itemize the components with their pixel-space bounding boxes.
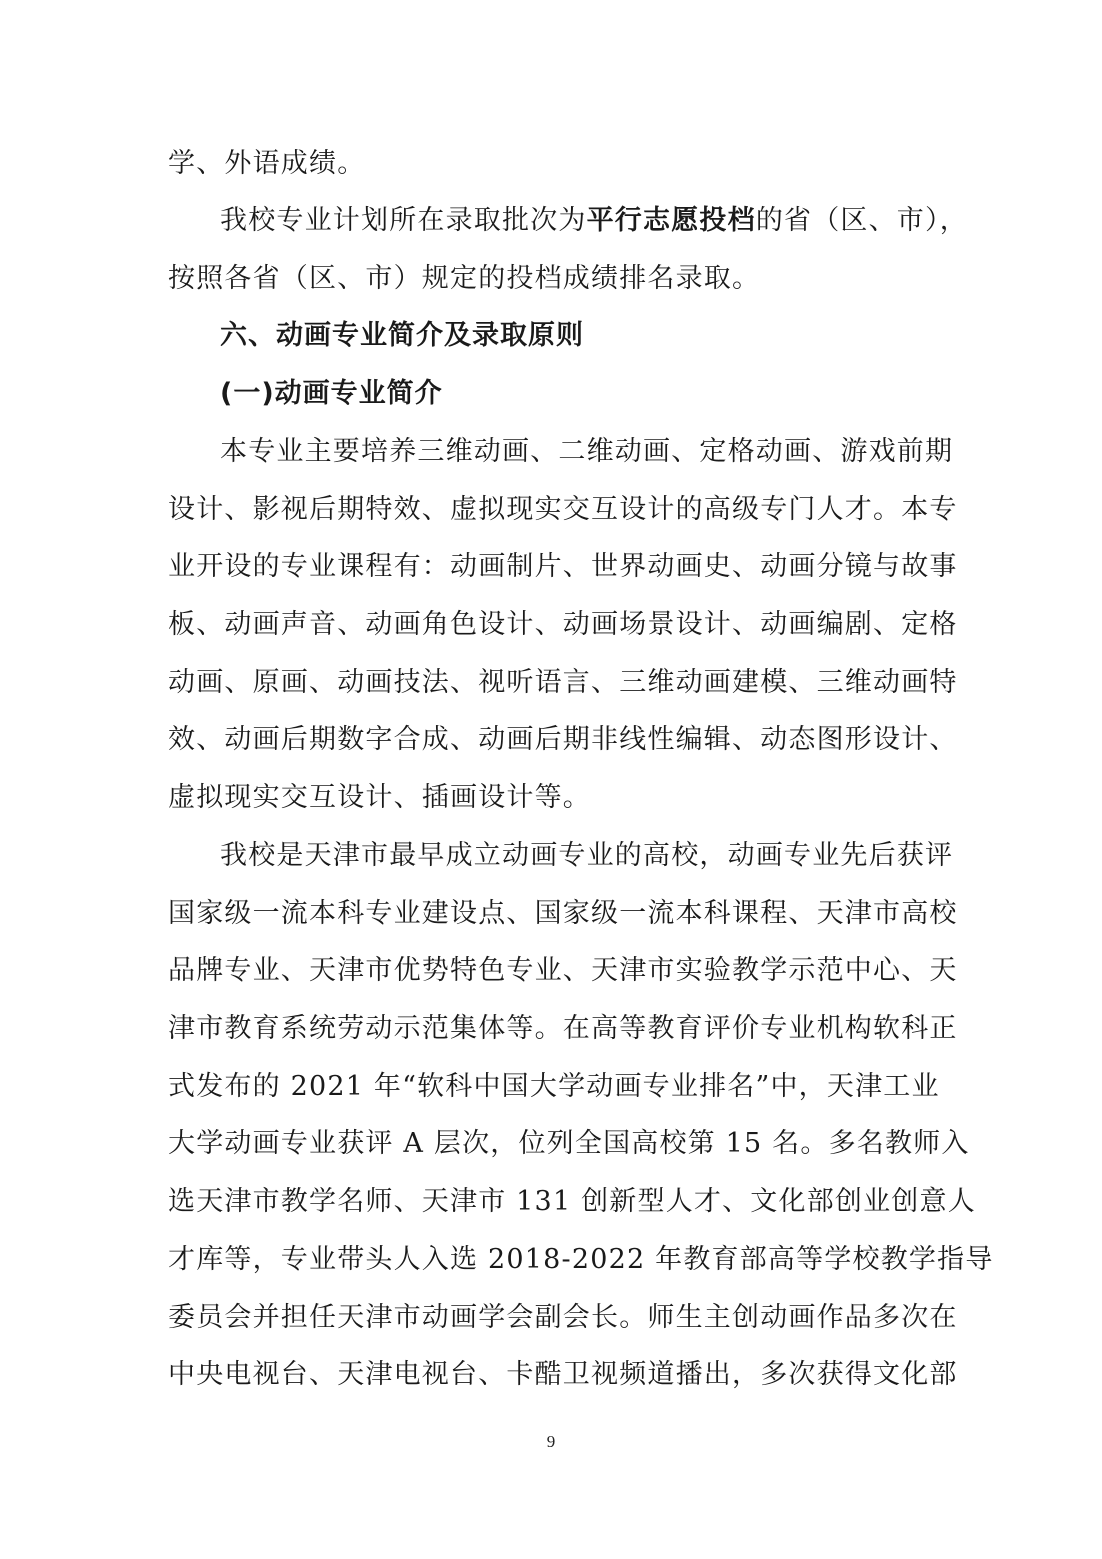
paragraph-line: 虚拟现实交互设计、插画设计等。 [168, 782, 591, 813]
paragraph-line: 效、动画后期数字合成、动画后期非线性编辑、动态图形设计、 [168, 724, 958, 755]
paragraph-line: 动画、原画、动画技法、视听语言、三维动画建模、三维动画特 [168, 667, 958, 698]
paragraph-line: 才库等，专业带头人入选 2018-2022 年教育部高等学校教学指导 [168, 1244, 994, 1275]
paragraph-line: 国家级一流本科专业建设点、国家级一流本科课程、天津市高校 [168, 898, 958, 929]
paragraph-line: 板、动画声音、动画角色设计、动画场景设计、动画编剧、定格 [168, 609, 958, 640]
bold-emphasis: 平行志愿投档 [586, 205, 756, 236]
paragraph-line: 大学动画专业获评 A 层次，位列全国高校第 15 名。多名教师入 [168, 1128, 970, 1159]
paragraph-line: 设计、影视后期特效、虚拟现实交互设计的高级专门人才。本专 [168, 494, 958, 525]
section-heading: 六、动画专业简介及录取原则 [220, 320, 584, 351]
subsection-heading: (一)动画专业简介 [220, 378, 443, 409]
paragraph-line: 选天津市教学名师、天津市 131 创新型人才、文化部创业创意人 [168, 1186, 976, 1217]
text: 我校专业计划所在录取批次为 [220, 205, 587, 236]
paragraph-line: 本专业主要培养三维动画、二维动画、定格动画、游戏前期 [220, 436, 954, 467]
paragraph-line: 我校是天津市最早成立动画专业的高校，动画专业先后获评 [220, 840, 954, 871]
paragraph-line: 津市教育系统劳动示范集体等。在高等教育评价专业机构软科正 [168, 1013, 958, 1044]
text: 的省（区、市）， [755, 205, 968, 236]
page-number: 9 [546, 1432, 556, 1451]
paragraph-parallel-line-2: 按照各省（区、市）规定的投档成绩排名录取。 [168, 263, 761, 294]
paragraph-parallel-line-1 [220, 203, 968, 239]
paragraph-line: 委员会并担任天津市动画学会副会长。师生主创动画作品多次在 [168, 1302, 958, 1333]
paragraph-line: 学、外语成绩。 [168, 148, 366, 179]
paragraph-line: 品牌专业、天津市优势特色专业、天津市实验教学示范中心、天 [168, 955, 958, 986]
paragraph-line: 式发布的 2021 年“软科中国大学动画专业排名”中，天津工业 [168, 1071, 940, 1102]
paragraph-line: 中央电视台、天津电视台、卡酷卫视频道播出，多次获得文化部 [168, 1359, 958, 1390]
paragraph-line: 业开设的专业课程有：动画制片、世界动画史、动画分镜与故事 [168, 551, 958, 582]
